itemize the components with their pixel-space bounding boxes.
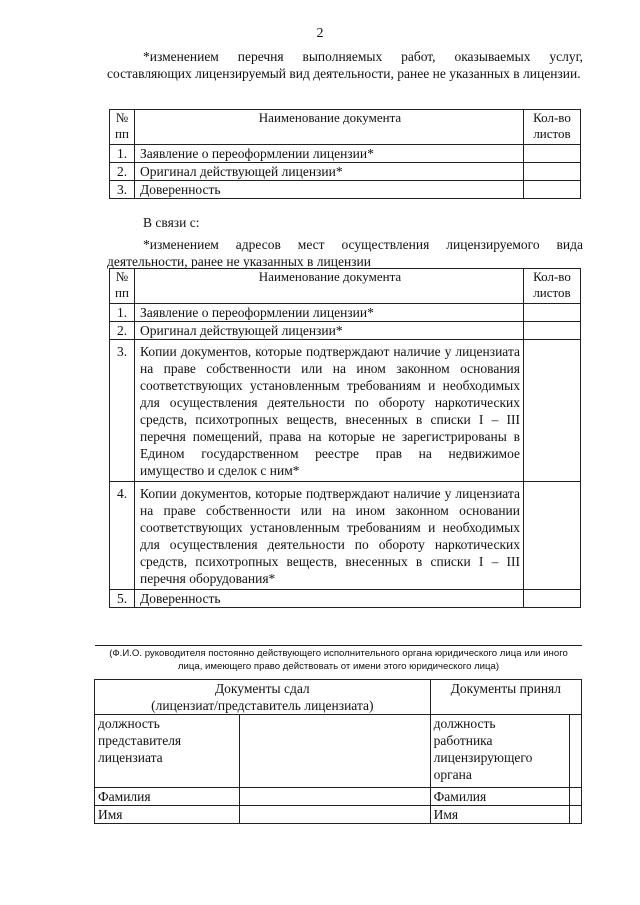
row-document-name: Копии документов, которые подтверждают наличие у лицензиата на праве собственности или на ином законном основании соответствующих установленным требованиям и необходимых для осуществления деятельности по обороту наркотических средств, психотропных веществ, внесенных в списки I – III перечня оборудования* <box>135 482 524 590</box>
number-column-header: № пп <box>110 269 135 304</box>
row-number: 2. <box>110 322 135 340</box>
surname-row <box>95 788 582 806</box>
row-document-name: Оригинал действующей лицензии* <box>135 163 524 181</box>
table-header-row <box>110 110 581 145</box>
table-row <box>110 322 581 340</box>
signature-caption <box>95 647 582 673</box>
row-number: 3. <box>110 340 135 482</box>
row-document-name: Доверенность <box>135 181 524 199</box>
section2-document-table <box>109 268 581 608</box>
row-sheet-count <box>524 322 581 340</box>
name-column-header: Наименование документа <box>135 269 524 304</box>
row-number: 3. <box>110 181 135 199</box>
section2-paragraph-line1: *изменением адресов мест осуществления лицензируемого вида <box>143 237 583 252</box>
table-row <box>110 482 581 590</box>
section1-document-table <box>109 109 581 199</box>
table-row <box>110 181 581 199</box>
employee-name-label: Имя <box>430 806 569 824</box>
row-document-name: Копии документов, которые подтверждают наличие у лицензиата на праве собственности или на ином законном основания соответствующих установленным требованиям и необходимых для осуществления деятельности по обороту наркотических средств, психотропных веществ, внесенных в списки I – III перечня помещений, права на которые не зарегистрированы в Едином государственном реестре прав на недвижимое имущество и сделок с ним* <box>135 340 524 482</box>
representative-name-label: Имя <box>95 806 240 824</box>
row-number: 5. <box>110 590 135 608</box>
signature-caption-line2: лица, имеющего право действовать от имени этого юридического лица) <box>177 661 500 672</box>
row-sheet-count <box>524 163 581 181</box>
table-row <box>110 145 581 163</box>
representative-name-value <box>240 806 431 824</box>
representative-position-label: должность представителя лицензиата <box>95 715 240 788</box>
row-document-name: Заявление о переоформлении лицензии* <box>135 145 524 163</box>
section2-paragraph-rest: деятельности, ранее не указанных в лицензии <box>107 254 371 269</box>
employee-position-label: должность работника лицензирующего органа <box>430 715 569 788</box>
row-number: 2. <box>110 163 135 181</box>
row-document-name: Доверенность <box>135 590 524 608</box>
table-header-row <box>110 269 581 304</box>
section2-intro <box>107 214 583 231</box>
row-number: 1. <box>110 304 135 322</box>
signature-line <box>95 645 582 646</box>
row-document-name: Заявление о переоформлении лицензии* <box>135 304 524 322</box>
table-row <box>110 340 581 482</box>
section2-paragraph <box>107 236 583 270</box>
employee-surname-label: Фамилия <box>430 788 569 806</box>
signature-caption-line1: (Ф.И.О. руководителя постоянно действующего исполнительного органа юридического лица или иного <box>109 648 568 659</box>
section1-paragraph-rest: составляющих лицензируемый вид деятельности, ранее не указанных в лицензии. <box>107 66 581 81</box>
employee-name-value <box>569 806 581 824</box>
handed-over-header: Документы сдал (лицензиат/представитель лицензиата) <box>95 680 431 715</box>
row-number: 1. <box>110 145 135 163</box>
table-row <box>110 304 581 322</box>
count-column-header: Кол-во листов <box>524 110 581 145</box>
row-sheet-count <box>524 304 581 322</box>
first-name-row <box>95 806 582 824</box>
section1-paragraph-line1: *изменением перечня выполняемых работ, оказываемых услуг, <box>143 49 583 64</box>
name-column-header: Наименование документа <box>135 110 524 145</box>
row-sheet-count <box>524 482 581 590</box>
count-column-header: Кол-во листов <box>524 269 581 304</box>
row-sheet-count <box>524 590 581 608</box>
employee-position-value <box>569 715 581 788</box>
accepted-header: Документы принял <box>430 680 581 715</box>
row-document-name: Оригинал действующей лицензии* <box>135 322 524 340</box>
section2-intro-text: В связи с: <box>143 215 200 230</box>
section1-paragraph <box>107 48 583 82</box>
row-sheet-count <box>524 145 581 163</box>
signatures-header-row <box>95 680 582 715</box>
page-number: 2 <box>316 26 324 41</box>
representative-position-value <box>240 715 431 788</box>
signatures-table <box>94 679 582 824</box>
row-number: 4. <box>110 482 135 590</box>
representative-surname-label: Фамилия <box>95 788 240 806</box>
row-sheet-count <box>524 181 581 199</box>
table-row <box>110 163 581 181</box>
position-row <box>95 715 582 788</box>
table-row <box>110 590 581 608</box>
employee-surname-value <box>569 788 581 806</box>
row-sheet-count <box>524 340 581 482</box>
number-column-header: № пп <box>110 110 135 145</box>
representative-surname-value <box>240 788 431 806</box>
